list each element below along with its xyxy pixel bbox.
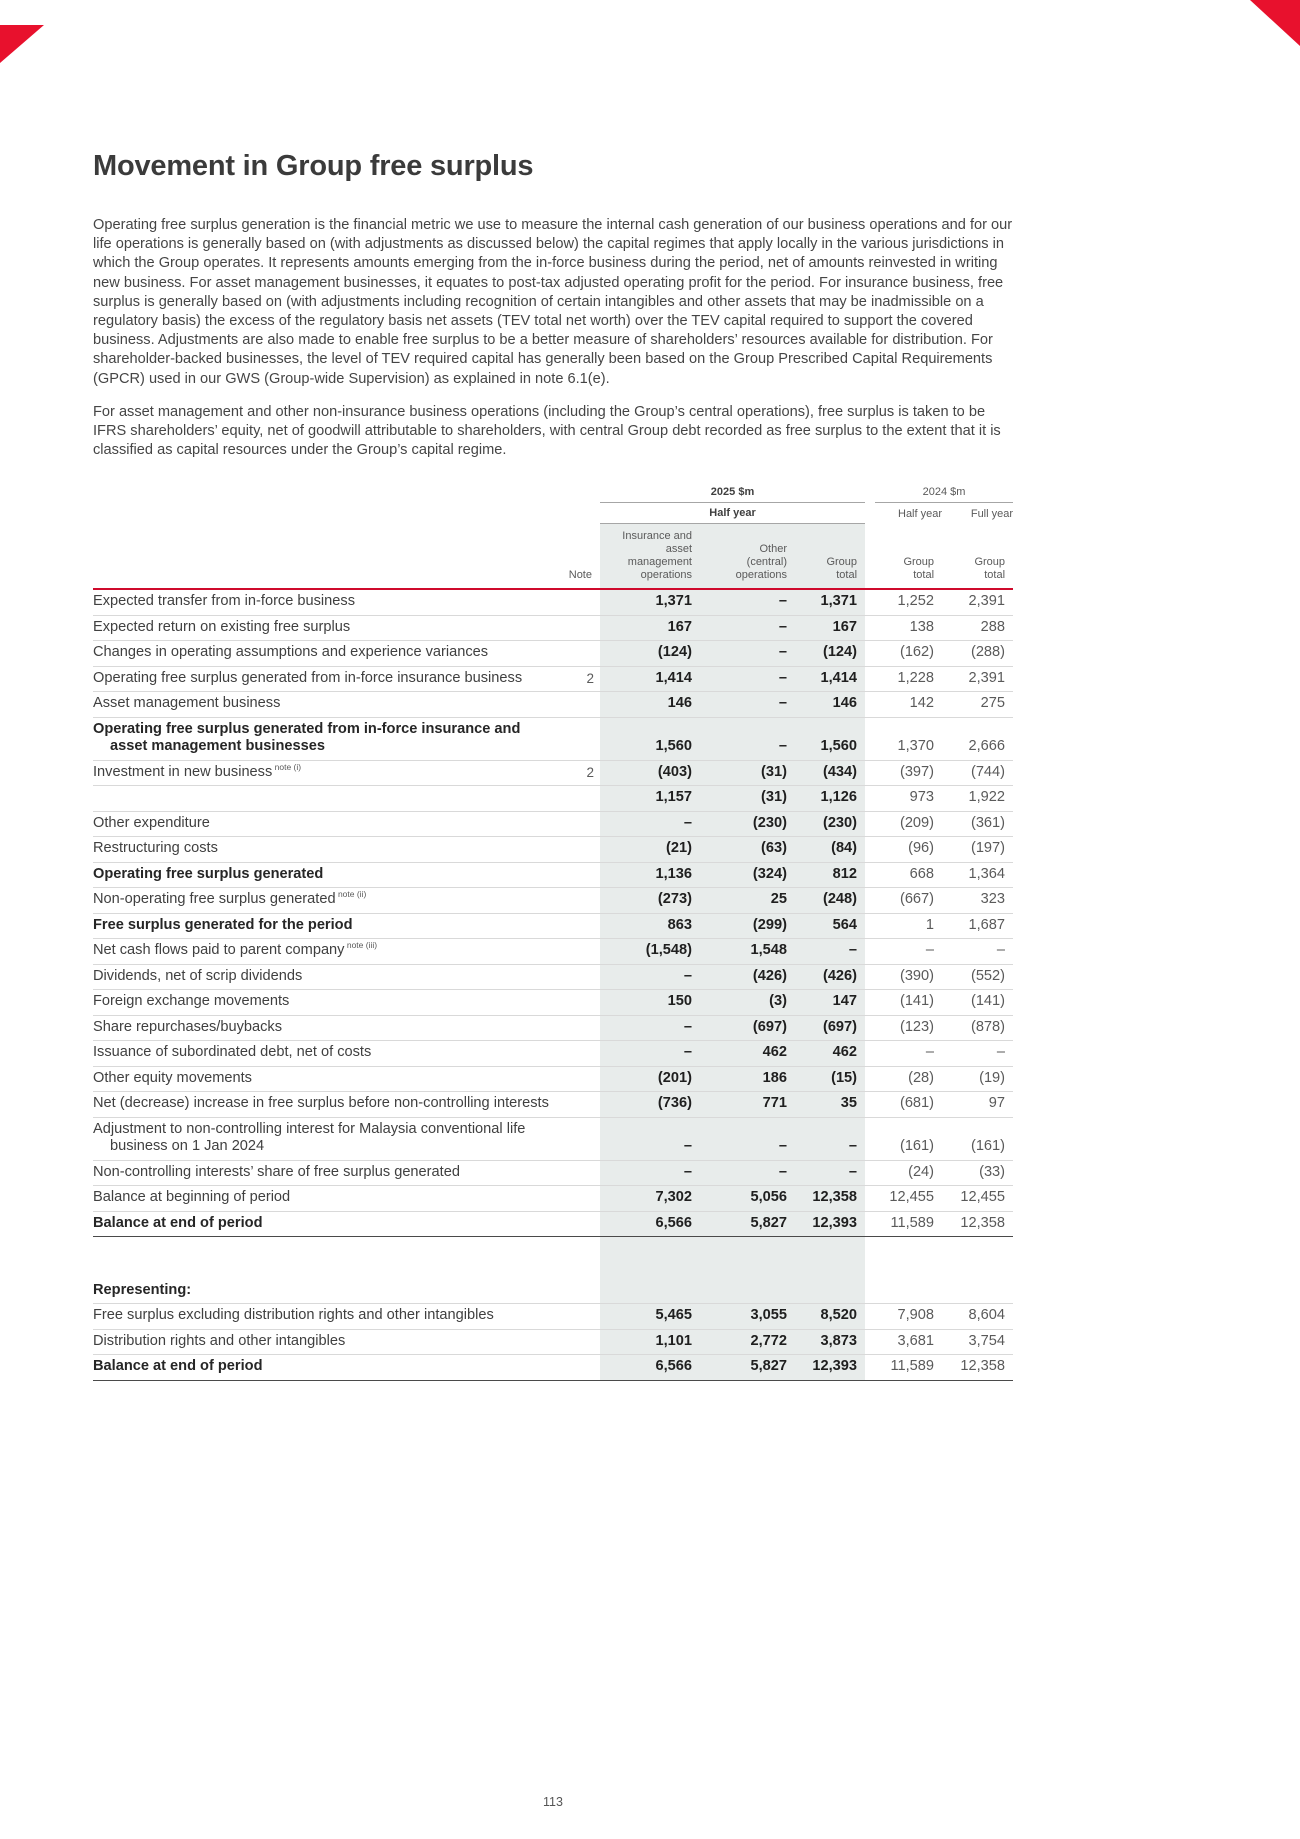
value-cell: (434)	[795, 760, 865, 786]
column-header-group-total-2025: Group total	[795, 524, 865, 590]
column-header-group-total-fy2024: Group total	[942, 524, 1013, 590]
value-cell: 5,827	[700, 1211, 795, 1237]
value-cell: –	[875, 1041, 942, 1067]
value-cell: –	[600, 1015, 700, 1041]
value-cell: (667)	[875, 888, 942, 914]
value-cell: 1,371	[795, 589, 865, 615]
row-label: Foreign exchange movements	[93, 990, 560, 1016]
value-cell: (681)	[875, 1092, 942, 1118]
value-cell: 186	[700, 1066, 795, 1092]
row-label: Balance at end of period	[93, 1211, 560, 1237]
value-cell: 1,101	[600, 1329, 700, 1355]
value-cell: 288	[942, 615, 1013, 641]
value-cell: (697)	[795, 1015, 865, 1041]
value-cell: –	[795, 939, 865, 965]
note-cell	[560, 837, 600, 863]
row-label: Non-operating free surplus generated $^{note (ii)}$	[93, 888, 560, 914]
value-cell: 147	[795, 990, 865, 1016]
gap-cell	[865, 641, 875, 667]
year-group-row	[93, 486, 1013, 503]
gap-cell	[865, 615, 875, 641]
column-header-other-ops: Other (central) operations	[700, 524, 795, 590]
value-cell: (24)	[875, 1160, 942, 1186]
value-cell: 167	[795, 615, 865, 641]
value-cell: 142	[875, 692, 942, 718]
note-cell	[560, 1355, 600, 1381]
row-label: Other expenditure	[93, 811, 560, 837]
value-cell: (162)	[875, 641, 942, 667]
value-cell: 97	[942, 1092, 1013, 1118]
table-row	[93, 760, 1013, 786]
page-number: 113	[543, 1795, 563, 1809]
value-cell: (299)	[700, 913, 795, 939]
row-label: Operating free surplus generated from in-force insurance and asset management businesses	[93, 717, 560, 760]
value-cell: 462	[700, 1041, 795, 1067]
row-label: Net (decrease) increase in free surplus before non-controlling interests	[93, 1092, 560, 1118]
value-cell: (324)	[700, 862, 795, 888]
note-cell: 2	[560, 760, 600, 786]
value-cell: (201)	[600, 1066, 700, 1092]
value-cell: (15)	[795, 1066, 865, 1092]
value-cell: (361)	[942, 811, 1013, 837]
table-row	[93, 888, 1013, 914]
value-cell: –	[700, 615, 795, 641]
value-cell: (397)	[875, 760, 942, 786]
note-cell	[560, 811, 600, 837]
table-row	[93, 1160, 1013, 1186]
value-cell: 1,157	[600, 786, 700, 812]
value-cell: 6,566	[600, 1355, 700, 1381]
note-cell	[560, 589, 600, 615]
value-cell: –	[795, 1117, 865, 1160]
value-cell: 1,548	[700, 939, 795, 965]
value-cell: –	[700, 641, 795, 667]
note-cell	[560, 1304, 600, 1330]
note-cell	[560, 888, 600, 914]
header-gap	[865, 503, 875, 524]
value-cell: 1,922	[942, 786, 1013, 812]
table-row	[93, 862, 1013, 888]
value-cell: 3,754	[942, 1329, 1013, 1355]
row-label: Balance at beginning of period	[93, 1186, 560, 1212]
value-cell: (124)	[600, 641, 700, 667]
value-cell: (161)	[875, 1117, 942, 1160]
column-header-row	[93, 524, 1013, 590]
value-cell: –	[795, 1160, 865, 1186]
value-cell: (697)	[700, 1015, 795, 1041]
row-label: Changes in operating assumptions and experience variances	[93, 641, 560, 667]
table-row	[93, 717, 1013, 760]
value-cell: 668	[875, 862, 942, 888]
value-cell	[875, 1237, 942, 1279]
note-cell	[560, 1015, 600, 1041]
free-surplus-table	[93, 486, 1013, 1381]
full-year-2024-label: Full year	[970, 507, 1014, 520]
row-label: Restructuring costs	[93, 837, 560, 863]
value-cell: (878)	[942, 1015, 1013, 1041]
value-cell: 12,455	[875, 1186, 942, 1212]
table-rows	[93, 589, 1013, 1380]
gap-cell	[865, 1329, 875, 1355]
value-cell: (248)	[795, 888, 865, 914]
value-cell	[795, 1279, 865, 1304]
gap-cell	[865, 1041, 875, 1067]
table-header	[93, 486, 1013, 589]
row-label: Non-controlling interests’ share of free surplus generated	[93, 1160, 560, 1186]
col-group-2025: 2025 $m	[600, 486, 865, 503]
table-row	[93, 641, 1013, 667]
gap-cell	[865, 589, 875, 615]
table-row	[93, 1279, 1013, 1304]
value-cell: 275	[942, 692, 1013, 718]
corner-mark-left-icon	[0, 25, 44, 63]
value-cell: (31)	[700, 760, 795, 786]
row-label: Free surplus excluding distribution rights and other intangibles	[93, 1304, 560, 1330]
note-cell	[560, 615, 600, 641]
row-label: Net cash flows paid to parent company $^{note (iii)}$	[93, 939, 560, 965]
value-cell: 11,589	[875, 1355, 942, 1381]
value-cell: 1,228	[875, 666, 942, 692]
column-header-group-total-hy2024: Group total	[875, 524, 942, 590]
value-cell: 167	[600, 615, 700, 641]
col-group-2024: 2024 $m	[875, 486, 1013, 503]
gap-cell	[865, 1211, 875, 1237]
gap-cell	[865, 1237, 875, 1279]
value-cell: 2,666	[942, 717, 1013, 760]
value-cell: (273)	[600, 888, 700, 914]
table-row	[93, 1237, 1013, 1279]
value-cell: 5,056	[700, 1186, 795, 1212]
row-label: Adjustment to non-controlling interest for Malaysia conventional life business on 1 Jan 2024	[93, 1117, 560, 1160]
value-cell: 3,055	[700, 1304, 795, 1330]
table-row	[93, 1092, 1013, 1118]
note-cell	[560, 1279, 600, 1304]
gap-cell	[865, 1304, 875, 1330]
value-cell: 8,604	[942, 1304, 1013, 1330]
value-cell: (230)	[700, 811, 795, 837]
note-cell	[560, 1237, 600, 1279]
gap-cell	[865, 1092, 875, 1118]
row-label: Other equity movements	[93, 1066, 560, 1092]
value-cell	[942, 1279, 1013, 1304]
gap-cell	[865, 862, 875, 888]
note-cell	[560, 1066, 600, 1092]
value-cell: –	[600, 811, 700, 837]
value-cell: 1,126	[795, 786, 865, 812]
header-spacer	[93, 503, 600, 524]
table-row	[93, 692, 1013, 718]
value-cell: (230)	[795, 811, 865, 837]
note-cell	[560, 692, 600, 718]
gap-cell	[865, 913, 875, 939]
value-cell: (744)	[942, 760, 1013, 786]
row-label: Operating free surplus generated from in-force insurance business	[93, 666, 560, 692]
table-row	[93, 964, 1013, 990]
value-cell: 1,414	[600, 666, 700, 692]
value-cell: (288)	[942, 641, 1013, 667]
value-cell: –	[700, 589, 795, 615]
value-cell: (403)	[600, 760, 700, 786]
value-cell: 973	[875, 786, 942, 812]
row-label: Share repurchases/buybacks	[93, 1015, 560, 1041]
gap-cell	[865, 1186, 875, 1212]
value-cell: 12,358	[942, 1355, 1013, 1381]
value-cell: 1,364	[942, 862, 1013, 888]
value-cell: 6,566	[600, 1211, 700, 1237]
gap-cell	[865, 1066, 875, 1092]
gap-cell	[865, 692, 875, 718]
value-cell: 25	[700, 888, 795, 914]
value-cell: (123)	[875, 1015, 942, 1041]
value-cell	[700, 1279, 795, 1304]
value-cell: –	[700, 692, 795, 718]
row-label	[93, 1237, 560, 1279]
value-cell	[875, 1279, 942, 1304]
row-label: Asset management business	[93, 692, 560, 718]
value-cell: –	[600, 964, 700, 990]
gap-cell	[865, 717, 875, 760]
gap-cell	[865, 786, 875, 812]
note-cell	[560, 913, 600, 939]
note-cell	[560, 1186, 600, 1212]
value-cell: 7,908	[875, 1304, 942, 1330]
header-gap	[865, 486, 875, 503]
table-row	[93, 1211, 1013, 1237]
value-cell: 1,560	[600, 717, 700, 760]
value-cell: (84)	[795, 837, 865, 863]
value-cell: (426)	[700, 964, 795, 990]
value-cell: 5,827	[700, 1355, 795, 1381]
value-cell: 1,370	[875, 717, 942, 760]
value-cell: –	[700, 717, 795, 760]
value-cell: 7,302	[600, 1186, 700, 1212]
table-row	[93, 811, 1013, 837]
value-cell: –	[600, 1041, 700, 1067]
value-cell: 863	[600, 913, 700, 939]
header-spacer	[93, 486, 600, 503]
note-cell	[560, 1092, 600, 1118]
value-cell: –	[942, 1041, 1013, 1067]
gap-cell	[865, 1160, 875, 1186]
value-cell: 1	[875, 913, 942, 939]
note-cell	[560, 641, 600, 667]
gap-cell	[865, 1279, 875, 1304]
table-row	[93, 913, 1013, 939]
value-cell: 35	[795, 1092, 865, 1118]
table-row	[93, 589, 1013, 615]
value-cell: (141)	[942, 990, 1013, 1016]
row-label	[93, 786, 560, 812]
table-row	[93, 990, 1013, 1016]
value-cell: 5,465	[600, 1304, 700, 1330]
value-cell: 12,393	[795, 1355, 865, 1381]
value-cell: (63)	[700, 837, 795, 863]
value-cell: (209)	[875, 811, 942, 837]
row-label: Free surplus generated for the period	[93, 913, 560, 939]
value-cell: 1,687	[942, 913, 1013, 939]
value-cell: (96)	[875, 837, 942, 863]
value-cell: 1,560	[795, 717, 865, 760]
value-cell: 150	[600, 990, 700, 1016]
note-cell	[560, 964, 600, 990]
value-cell: (736)	[600, 1092, 700, 1118]
row-label: Operating free surplus generated	[93, 862, 560, 888]
value-cell: 3,873	[795, 1329, 865, 1355]
table-row	[93, 837, 1013, 863]
value-cell: (33)	[942, 1160, 1013, 1186]
gap-cell	[865, 1355, 875, 1381]
gap-cell	[865, 666, 875, 692]
note-cell	[560, 1117, 600, 1160]
table-row	[93, 615, 1013, 641]
note-cell	[560, 1211, 600, 1237]
value-cell: –	[700, 666, 795, 692]
value-cell: –	[942, 939, 1013, 965]
value-cell: 8,520	[795, 1304, 865, 1330]
row-label: Dividends, net of scrip dividends	[93, 964, 560, 990]
value-cell: 771	[700, 1092, 795, 1118]
table-row	[93, 1041, 1013, 1067]
table-row	[93, 786, 1013, 812]
value-cell: –	[700, 1160, 795, 1186]
note-cell	[560, 1160, 600, 1186]
content-column	[93, 0, 1013, 1381]
column-header-insurance-ops: Insurance and asset management operations	[600, 524, 700, 590]
value-cell: (390)	[875, 964, 942, 990]
value-cell: 1,371	[600, 589, 700, 615]
value-cell: 146	[795, 692, 865, 718]
row-label: Expected transfer from in-force business	[93, 589, 560, 615]
gap-cell	[865, 811, 875, 837]
gap-cell	[865, 939, 875, 965]
table-row	[93, 1329, 1013, 1355]
value-cell	[600, 1279, 700, 1304]
value-cell: (21)	[600, 837, 700, 863]
value-cell: 12,358	[795, 1186, 865, 1212]
value-cell: (426)	[795, 964, 865, 990]
row-label: Expected return on existing free surplus	[93, 615, 560, 641]
note-cell	[560, 939, 600, 965]
row-label: Distribution rights and other intangibles	[93, 1329, 560, 1355]
value-cell: 1,252	[875, 589, 942, 615]
value-cell	[795, 1237, 865, 1279]
table-row	[93, 666, 1013, 692]
value-cell: 2,772	[700, 1329, 795, 1355]
value-cell: 12,455	[942, 1186, 1013, 1212]
value-cell: 462	[795, 1041, 865, 1067]
value-cell: 11,589	[875, 1211, 942, 1237]
value-cell: (19)	[942, 1066, 1013, 1092]
value-cell: 2,391	[942, 666, 1013, 692]
value-cell: (141)	[875, 990, 942, 1016]
half-year-2025-label: Half year	[600, 503, 865, 524]
table-row	[93, 1186, 1013, 1212]
gap-cell	[865, 837, 875, 863]
value-cell: –	[700, 1117, 795, 1160]
value-cell: (31)	[700, 786, 795, 812]
value-cell: 812	[795, 862, 865, 888]
gap-cell	[865, 888, 875, 914]
note-cell	[560, 717, 600, 760]
table-row	[93, 1355, 1013, 1381]
table-row	[93, 939, 1013, 965]
gap-cell	[865, 760, 875, 786]
note-cell	[560, 862, 600, 888]
gap-cell	[865, 1117, 875, 1160]
corner-mark-right-icon	[1250, 0, 1300, 46]
note-column-header: Note	[560, 524, 600, 590]
half-year-2024-label: Half year	[898, 507, 943, 520]
value-cell	[700, 1237, 795, 1279]
value-cell	[600, 1237, 700, 1279]
value-cell: 1,136	[600, 862, 700, 888]
period-row	[93, 503, 1013, 524]
value-cell: (28)	[875, 1066, 942, 1092]
value-cell: (1,548)	[600, 939, 700, 965]
header-gap	[865, 524, 875, 590]
intro-paragraph-1: Operating free surplus generation is the financial metric we use to measure the internal cash generation of our business operations and for our life operations is generally based on (with adjustments as discussed below) the capital regimes that apply locally in the various jurisdictions in which the Group operates. It represents amounts emerging from the in-force business during the period, net of amounts reinvested in writing new business. For asset management businesses, it equates to post-tax adjusted operating profit for the period. For insurance business, free surplus is generally based on (with adjustments including recognition of certain intangibles and other assets that may be inadmissible on a regulatory basis) the excess of the regulatory basis net assets (TEV total net worth) over the TEV capital required to support the covered business. Adjustments are also made to enable free surplus to be a better measure of shareholders’ resources available for distribution. For shareholder-backed businesses, the level of TEV required capital has generally been based on the Group Prescribed Capital Requirements (GPCR) used in our GWS (Group-wide Supervision) as explained in note 6.1(e).	[93, 217, 1013, 387]
value-cell: 12,358	[942, 1211, 1013, 1237]
value-cell: 1,414	[795, 666, 865, 692]
value-cell: (161)	[942, 1117, 1013, 1160]
value-cell: (197)	[942, 837, 1013, 863]
row-label: Issuance of subordinated debt, net of costs	[93, 1041, 560, 1067]
note-cell	[560, 1041, 600, 1067]
table-row	[93, 1304, 1013, 1330]
header-spacer	[93, 524, 560, 590]
gap-cell	[865, 964, 875, 990]
row-label: Investment in new business $^{note (i)}$	[93, 760, 560, 786]
value-cell: –	[600, 1160, 700, 1186]
value-cell: –	[600, 1117, 700, 1160]
intro-paragraph-2: For asset management and other non-insurance business operations (including the Group’s central operations), free surplus is taken to be IFRS shareholders’ equity, net of goodwill attributable to shareholders, with central Group debt recorded as free surplus to the extent that it is classified as capital resources under the Group’s capital regime.	[93, 403, 1001, 459]
value-cell: 12,393	[795, 1211, 865, 1237]
note-cell	[560, 990, 600, 1016]
note-cell: 2	[560, 666, 600, 692]
value-cell: 3,681	[875, 1329, 942, 1355]
table-row	[93, 1015, 1013, 1041]
note-cell	[560, 1329, 600, 1355]
row-label: Balance at end of period	[93, 1355, 560, 1381]
value-cell: 138	[875, 615, 942, 641]
value-cell: 146	[600, 692, 700, 718]
value-cell: (124)	[795, 641, 865, 667]
gap-cell	[865, 1015, 875, 1041]
table-row	[93, 1117, 1013, 1160]
gap-cell	[865, 990, 875, 1016]
value-cell: (552)	[942, 964, 1013, 990]
value-cell: (3)	[700, 990, 795, 1016]
row-label: Representing:	[93, 1279, 560, 1304]
value-cell: 564	[795, 913, 865, 939]
value-cell: 2,391	[942, 589, 1013, 615]
note-cell	[560, 786, 600, 812]
value-cell	[942, 1237, 1013, 1279]
value-cell: 323	[942, 888, 1013, 914]
table-row	[93, 1066, 1013, 1092]
value-cell: –	[875, 939, 942, 965]
page-title: Movement in Group free surplus	[93, 150, 534, 182]
